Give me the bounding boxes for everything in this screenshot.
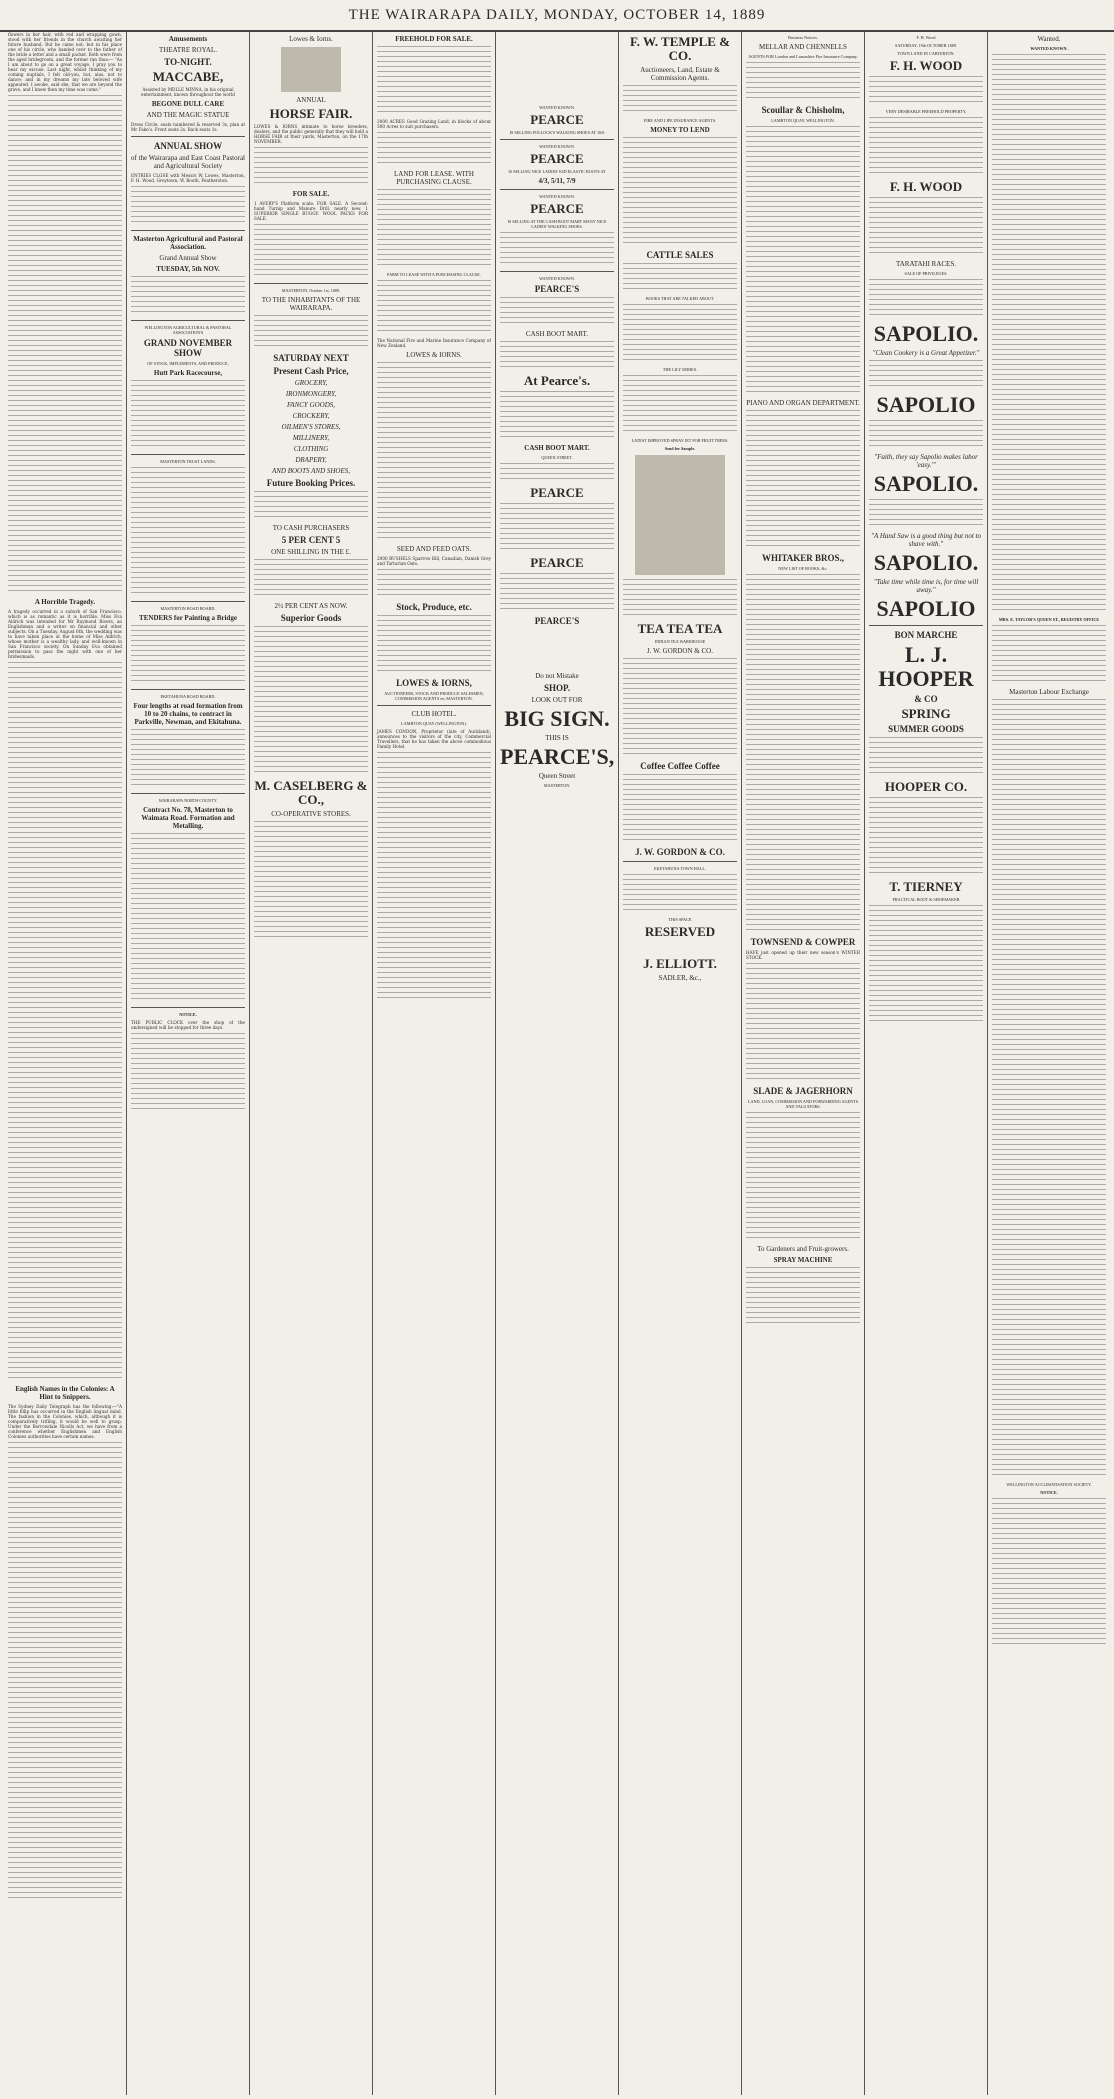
ad-title: J. ELLIOTT. [643, 956, 717, 971]
text-block [500, 463, 614, 483]
ad-subtitle: TOWN LAND IN CARTERTON. [897, 51, 955, 56]
divider [131, 136, 245, 137]
ad-title: SLADE & JAGERHORN [753, 1086, 853, 1096]
text-block [992, 54, 1106, 614]
masthead: THE WAIRARAPA DAILY, MONDAY, OCTOBER 14, 1889 [0, 0, 1114, 32]
ad-title: MONEY TO LEND [650, 126, 710, 134]
ad-heading: TO THE INHABITANTS OF THE WAIRARAPA. [261, 296, 361, 312]
ad-heading: EKETAHUNA TOWN HALL. [654, 866, 706, 871]
goods-item: GROCERY, [294, 379, 328, 387]
ad-title: SAPOLIO. [873, 550, 979, 575]
text-block [623, 579, 737, 619]
ad-subtitle: CO-OPERATIVE STORES. [271, 810, 351, 818]
ad-text: Dress Circle, seats numbered & reserved 3s, plan at Mr Fake's. Front seats 2s. Back seats 1s. [131, 122, 245, 132]
ad-text: THIS IS [545, 734, 569, 742]
text-block [377, 132, 491, 167]
text-block [623, 774, 737, 844]
ad-title: BON MARCHE [894, 630, 958, 640]
ad-text: 2000 ACRES Good Grazing Land, in blocks of about 500 Acres to suit purchasers. [377, 119, 491, 129]
divider [131, 320, 245, 321]
ad-text: ENTRIES CLOSE with Messrs W. Lowes, Masterton, F. H. Wood, Greytown, W. Booth, Featherston. [131, 173, 245, 183]
ad-title: J. W. GORDON & CO. [635, 847, 725, 857]
ad-title: PEARCE [530, 201, 584, 216]
ad-title: SHOP. [544, 683, 570, 693]
text-block [869, 279, 983, 319]
divider [500, 271, 614, 272]
article-heading: A Horrible Tragedy. [34, 598, 96, 606]
ad-heading: WANTED KNOWN. [539, 276, 575, 281]
ad-subtitle: QUEEN STREET. [541, 455, 573, 460]
text-block [746, 1112, 860, 1242]
ad-location: Hutt Park Racecourse, [153, 369, 223, 377]
section-heading: Amusements [168, 35, 208, 43]
ad-heading: THEATRE ROYAL. [159, 46, 217, 54]
text-block [746, 410, 860, 550]
text-block [377, 189, 491, 269]
sprayer-illustration [635, 455, 725, 575]
ad-text: 1 AVERY'S Platform scale. FOR SALE. A Second-hand Turnip and Manure Drill, nearly new. 1 SUPERIOR SINGLE BUGGY. WOOL PACKS FOR SALE. [254, 201, 368, 221]
divider [131, 601, 245, 602]
ad-title: J. W. GORDON & CO. [647, 647, 713, 655]
ad-title: SPRING [901, 706, 951, 721]
goods-item: CROCKERY, [292, 412, 330, 420]
text-block [377, 46, 491, 116]
ad-heading: WELLINGTON ACCLIMATISATION SOCIETY. [1006, 1482, 1092, 1487]
ad-title: TARATAHI RACES. [896, 260, 956, 268]
ad-title: F. W. TEMPLE & CO. [629, 34, 731, 63]
ad-title: LOWES & IORNS, [396, 678, 472, 688]
ad-heading: MRS. E. TAYLOR'S QUEEN ST., REGISTRY OFFICE [998, 617, 1100, 622]
text-block [8, 95, 122, 595]
ad-title: M. CASELBERG & CO., [254, 778, 368, 807]
ad-title: HORSE FAIR. [269, 106, 353, 121]
ad-text: LOWES & IORNS intimate to horse breeders, dealers, and the public generally that they will hold a HORSE FAIR at their yards, Masterton, on the 17th NOVEMBER. [254, 124, 368, 144]
text-block [254, 626, 368, 776]
ad-slogan: "Take time while time is, for time will away." [873, 578, 979, 594]
goods-item: AND BOOTS AND SHOES, [271, 467, 351, 475]
ad-subtitle: AGENTS FOR London and Lancashire Fire Insurance Company. [748, 54, 858, 59]
text-block [500, 297, 614, 327]
ad-title: SEED AND FEED OATS. [396, 545, 472, 553]
ad-title: Scoullar & Chisholm, [761, 105, 845, 115]
divider [500, 139, 614, 140]
ad-heading: NOTICE. [179, 1012, 197, 1017]
ad-heading: LATEST IMPROVED SPRAY JET FOR FRUIT TREES. [631, 438, 729, 443]
column-3 [250, 32, 373, 2095]
text-block [746, 62, 860, 102]
text-block [992, 699, 1106, 1479]
ad-title: CATTLE SALES [646, 250, 714, 260]
ad-title: TOWNSEND & COWPER [750, 937, 856, 947]
goods-item: MILLINERY, [292, 434, 330, 442]
text-block [8, 1442, 122, 1902]
ad-title: SAPOLIO. [873, 471, 979, 496]
ad-title: ANNUAL SHOW [153, 141, 223, 151]
ad-date: SATURDAY, 19th OCTOBER 1889. [895, 43, 957, 48]
ad-heading: WANTED KNOWN. [1030, 46, 1068, 51]
ad-title: LOWES & IORNS. [406, 351, 462, 359]
ad-title: LAND FOR LEASE. WITH PURCHASING CLAUSE. [394, 170, 474, 186]
ad-subtitle: Grand Annual Show [159, 254, 217, 262]
ad-text: 2000 BUSHELS Sparrow Bill, Canadian, Danish Grey and Tartarian Oats. [377, 556, 491, 566]
ad-subtitle: ONE SHILLING IN THE £. [271, 548, 351, 556]
ad-title: SAPOLIO. [873, 321, 979, 346]
ad-title: PEARCE'S [534, 616, 580, 626]
text-block [869, 797, 983, 877]
text-block [131, 276, 245, 316]
ad-heading: VERY DESIRABLE FREEHOLD PROPERTY, [885, 109, 967, 114]
ad-subtitle: AUCTIONEERS, STOCK AND PRODUCE SALESMEN, COMMISSION AGENTS etc MASTERTON. [384, 691, 484, 701]
ad-title: SAPOLIO [876, 596, 976, 621]
article-heading: English Names in the Colonies: A Hint to Snippers. [15, 1385, 115, 1401]
text-block [377, 280, 491, 335]
text-block [8, 662, 122, 1382]
ad-text: LOOK OUT FOR [531, 696, 583, 704]
text-block [992, 1498, 1106, 1648]
ad-title: PIANO AND ORGAN DEPARTMENT. [746, 399, 860, 407]
ad-title: To Gardeners and Fruit-growers. [757, 1245, 849, 1253]
divider [254, 283, 368, 284]
column-4 [373, 32, 496, 2095]
text-block [623, 874, 737, 914]
divider [131, 1007, 245, 1008]
text-block [500, 341, 614, 371]
ad-title: CASH BOOT MART. [524, 444, 590, 452]
text-block [746, 574, 860, 934]
ad-heading: THE LILY SERIES. [662, 367, 698, 372]
article-text: A tragedy occurred in a suburb of San Francisco, which is as romantic as it is horrible. Miss Eva Aldrich was intended for Mr Raymond Rivers, an Englishman and a writer on financial and other subjects. On a Tuesday, August 6th, the wedding was to have taken place at the home of Miss Aldrich, whose mother is a wealthy lady, and well-known in San Francisco society. On Sunday Eva obtained permission to pass the night with one of her bridesmaids. [8, 609, 122, 659]
ad-subtitle: NEW LIST OF BOOKS, &c. [778, 566, 828, 571]
ad-title: GRAND NOVEMBER SHOW [143, 338, 233, 358]
divider [623, 861, 737, 862]
text-block [377, 615, 491, 675]
ad-title: Stock, Produce, etc. [396, 602, 472, 612]
divider [131, 454, 245, 455]
text-block [623, 85, 737, 115]
ad-title: BIG SIGN. [504, 706, 610, 731]
ad-text: THE PUBLIC CLOCK over the shop of the undersigned will be stopped for three days. [131, 1020, 245, 1030]
ad-title: PEARCE'S, [500, 744, 615, 769]
ad-title: PEARCE [530, 112, 584, 127]
text-block [254, 224, 368, 279]
text-block [623, 263, 737, 293]
ad-heading: MASTERTON TRUST LANDS. [160, 459, 216, 464]
column-8 [865, 32, 988, 2095]
text-block [254, 559, 368, 599]
ad-heading: WANTED KNOWN. [539, 105, 575, 110]
divider [500, 189, 614, 190]
text-block [377, 569, 491, 599]
ad-text: IS SELLING NICE LADIES' KID ELASTIC BOOTS AT [508, 169, 606, 174]
text-block [131, 380, 245, 450]
text-block [869, 905, 983, 1025]
ad-title: Four lengths at road formation from 10 to 20 chains, to contract in Parkville, Newman, and Ekitahuna. [133, 702, 243, 726]
ad-prices: 4/3, 5/11, 7/9 [538, 177, 576, 185]
ad-slogan: "Clean Cookery is a Great Appetizer." [872, 349, 980, 357]
ad-title: PEARCE [530, 151, 584, 166]
text-block [131, 467, 245, 597]
ad-subtitle: & CO [914, 694, 938, 704]
goods-item: DRAPERY, [295, 456, 327, 464]
ad-title: SUMMER GOODS [888, 724, 964, 734]
text-block [992, 625, 1106, 685]
text-block [869, 420, 983, 450]
ad-subtitle: INDIAN TEA WAREHOUSE [654, 639, 706, 644]
ad-title: TEA TEA TEA [637, 621, 723, 636]
ad-heading: MASTERTON ROAD BOARD. [160, 606, 216, 611]
ad-title: PEARCE [530, 485, 584, 500]
text-block [131, 186, 245, 226]
ad-subtitle: SALE OF PRIVILEGES. [904, 271, 948, 276]
ad-title: At Pearce's. [523, 373, 591, 388]
text-block [500, 391, 614, 441]
ad-title: SAPOLIO [876, 392, 976, 417]
text-block [254, 315, 368, 350]
ad-title: Contract No. 78, Masterton to Waimata Road. Formation and Metalling. [141, 806, 235, 830]
divider [377, 705, 491, 706]
ad-subtitle: LAND, LOAN, COMMISSION AND FORWARDING AGENTS AND VALUATORS. [747, 1099, 859, 1109]
text-block [131, 729, 245, 789]
ad-title: Future Booking Prices. [266, 478, 356, 488]
section-heading: Business Notices. [788, 35, 818, 40]
ad-date: MASTERTON, October 1st, 1889. [281, 288, 341, 293]
article-text: flowers in her hair, with red and wrapping gown, stood with her friends in the church awaiting her future husband. But he came not; but in his place one of his circle, who handed over to the father of the bride a letter and a small packet. Both were from the aged bridegroom, and the former ran thus:— "As I am about to go on a great voyage, I pray you to hear my excuse. Last night, whilst thinking of my coming nuptials, I felt old-you, but, alas, not to dance; and in my dreams my late beloved wife appeared. I awoke, said she, that we are beyond the grave, and I knew then my time was come." [8, 32, 122, 92]
column-2 [127, 32, 250, 2095]
divider [869, 625, 983, 626]
ad-title: Coffee Coffee Coffee [640, 761, 720, 771]
goods-item: FANCY GOODS, [286, 401, 336, 409]
goods-item: IRONMONGERY, [285, 390, 337, 398]
text-block [131, 833, 245, 1003]
ad-heading: WANTED KNOWN. [539, 144, 575, 149]
ad-title: T. TIERNEY [889, 879, 963, 894]
ad-title: L. J. HOOPER [878, 642, 974, 691]
text-block [500, 503, 614, 553]
ad-subtitle: TO CASH PURCHASERS [272, 524, 350, 532]
ad-text: Send for Sample. [664, 446, 696, 451]
horse-illustration [281, 47, 341, 92]
text-block [746, 126, 860, 396]
ad-subtitle: LAMBTON QUAY, WELLINGTON. [771, 118, 835, 123]
ad-title: MACCABE, [152, 69, 224, 84]
goods-item: OILMEN'S STORES, [281, 423, 341, 431]
text-block [869, 737, 983, 777]
column-9 [988, 32, 1110, 2095]
column-1 [4, 32, 127, 2095]
ad-heading: FIRE AND LIFE INSURANCE AGENTS. [643, 118, 717, 123]
text-block [623, 304, 737, 364]
ad-subtitle: 2½ PER CENT AS NOW. [274, 602, 348, 610]
ad-text: IS SELLING FOLLOCK'S WALKING SHOES AT 10/6 [509, 130, 605, 135]
text-block [254, 821, 368, 941]
ad-subtitle: Queen Street [538, 772, 576, 780]
text-block [500, 573, 614, 613]
section-heading: Wanted. [1037, 35, 1061, 43]
ad-text: The National Fire and Marine Insurance Company of New Zealand. [377, 338, 491, 348]
ad-title: SPRAY MACHINE [773, 1256, 833, 1264]
ad-text: IS SELLING AT THE CASH BOOT MART MANY NICE LADIES' WALKING SHOES. [507, 219, 607, 229]
column-6 [619, 32, 742, 2095]
ad-title: Masterton Agricultural and Pastoral Association. [133, 235, 243, 251]
ad-date: TUESDAY, 5th NOV. [156, 265, 220, 273]
ad-heading: WAIRARAPA NORTH COUNTY. [158, 798, 218, 803]
ad-text: Assisted by MDLLE MINNA, in his original entertainment, known throughout the world [141, 87, 235, 97]
text-block [500, 232, 614, 267]
ad-title: Present Cash Price, [273, 366, 349, 376]
ad-subtitle: SADLER, &c., [658, 974, 702, 982]
ad-heading: NOTICE. [1040, 1490, 1058, 1495]
ad-heading: BOOKS THAT ARE TALKED ABOUT. [645, 296, 715, 301]
ad-subtitle: OF STOCK, IMPLEMENTS, AND PRODUCE, [147, 361, 229, 366]
ad-title: PEARCE [530, 555, 584, 570]
ad-heading: EKETAHUNA ROAD BOARD. [160, 694, 216, 699]
text-block [746, 963, 860, 1083]
ad-text: THIS SPACE [668, 917, 692, 922]
section-heading: Lowes & Iorns. [289, 35, 333, 43]
ad-subtitle: ANNUAL [296, 96, 326, 104]
text-block [623, 137, 737, 247]
ad-text: HAVE just opened up their new season's WINTER STOCK. [746, 950, 860, 960]
goods-item: CLOTHING [293, 445, 329, 453]
ad-title: MELLAR AND CHENNELLS [759, 43, 847, 51]
ad-title: F. H. WOOD [889, 58, 963, 73]
text-block [623, 658, 737, 758]
ad-heading: WANTED KNOWN. [539, 194, 575, 199]
text-block [869, 499, 983, 529]
ad-subtitle: LAMBTON QUAY (WELLINGTON). [401, 721, 467, 726]
ad-title: Superior Goods [280, 613, 342, 623]
ad-slogan: "A Hand Saw is a good thing but not to shave with." [871, 532, 981, 548]
divider [131, 689, 245, 690]
column-5 [496, 32, 619, 2095]
text-block [254, 491, 368, 521]
ad-heading: WELLINGTON AGRICULTURAL & PASTORAL ASSOCIATION'S [144, 325, 232, 335]
ad-title: FREEHOLD FOR SALE. [395, 35, 473, 43]
ad-title: SATURDAY NEXT [273, 353, 349, 363]
text-block [377, 752, 491, 1002]
ad-title: TO-NIGHT. [164, 57, 212, 67]
ad-slogan: "Faith, they say Sapolio makes labor 'easy.'" [874, 453, 978, 469]
ad-subtitle: of the Wairarapa and East Coast Pastoral and Agricultural Society [131, 154, 245, 170]
ad-title: CLUB HOTEL. [411, 710, 457, 718]
text-block [869, 197, 983, 257]
ad-title: RESERVED [644, 924, 716, 939]
text-block [869, 76, 983, 106]
ad-title: BEGONE DULL CARE [151, 100, 225, 108]
ad-subtitle: Auctioneers, Land, Estate & Commission Agents. [640, 66, 720, 82]
article-text: The Sydney Daily Telegraph has the following:—"A little fillip has occurred in the English lingual mind. The fashion in the Colonies, which, although it is comparatively trifling, it would be well to grasp. Under the Borrowdale Nicolls Act, we have from a conference whether Englishmen and English Colonies authorities have certain names. [8, 1404, 122, 1439]
ad-title: FARM TO LEASE WITH A PURCHASING CLAUSE. [387, 272, 481, 277]
text-block [746, 1267, 860, 1327]
ad-subtitle: AND THE MAGIC STATUE [146, 111, 230, 119]
ad-title: PEARCE'S [534, 284, 580, 294]
text-block [254, 147, 368, 187]
ad-text: Do not Mistake [535, 672, 579, 680]
divider [131, 230, 245, 231]
ad-title: 5 PER CENT 5 [281, 535, 341, 545]
divider [131, 793, 245, 794]
columns [4, 32, 1110, 2095]
column-7 [742, 32, 865, 2095]
ad-title: HOOPER CO. [884, 779, 968, 794]
ad-text: JAMES CONDON, Proprietor (late of Auckland), announces to the visitors of the city, Commercial Travellers, that he has taken the above commodious Family Hotel. [377, 729, 491, 749]
ad-title: Masterton Labour Exchange [1009, 688, 1089, 696]
ad-title: FOR SALE. [292, 190, 330, 198]
ad-title: CASH BOOT MART. [525, 330, 589, 338]
text-block [131, 625, 245, 685]
text-block [869, 360, 983, 390]
text-block [623, 375, 737, 435]
section-heading: F. H. Wood [916, 35, 936, 40]
ad-subtitle: PRACTICAL BOOT & SHOEMAKER [892, 897, 960, 902]
text-block [377, 362, 491, 542]
ad-title: WHITAKER BROS., [761, 553, 845, 563]
ad-title: F. H. WOOD [889, 179, 963, 194]
ad-location: MASTERTON. [543, 783, 571, 788]
ad-title: TENDERS for Painting a Bridge [139, 614, 237, 622]
text-block [131, 1033, 245, 1113]
text-block [869, 117, 983, 177]
